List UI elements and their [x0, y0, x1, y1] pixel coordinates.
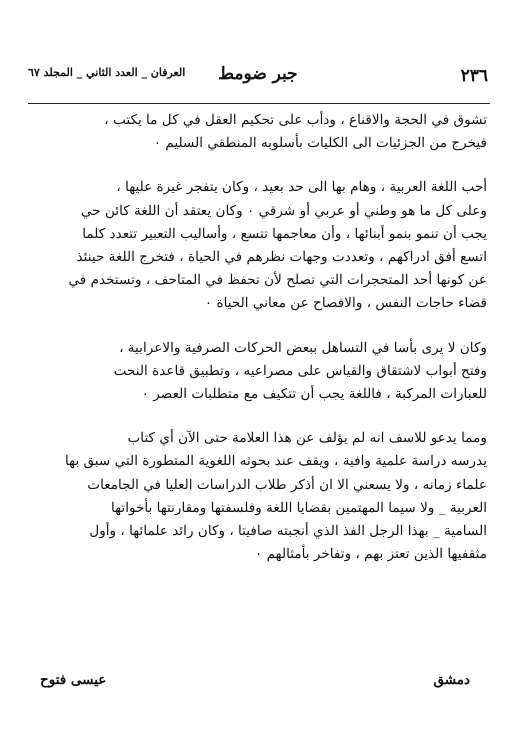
text-line: يدرسه دراسة علمية وافية ، ويقف عند بحوثه اللغوية المتطورة التي سبق بها [64, 453, 487, 470]
header-rule [28, 103, 490, 104]
text-line: وكان لا يرى بأسا في التساهل ببعض الحركات الصرفية والاعرابية ، [119, 339, 487, 356]
text-line: تشوق في الحجة والاقناع ، ودأب على تحكيم العقل في كل ما يكتب ، [104, 112, 487, 128]
text-line: مثقفيها الذين تعتز بهم ، وتفاخر بأمثالهم ٠ [255, 546, 487, 563]
article-author: جبر ضومط [218, 64, 298, 84]
text-line: ومما يدعو للاسف انه لم يؤلف عن هذا العلامة حتى الآن أي كتاب [127, 430, 487, 447]
text-line: فيخرج من الجزئيات الى الكليات بأسلوبه المنطقي السليم ٠ [153, 135, 487, 152]
text-line: العربية _ ولا سيما المهتمين بقضايا اللغة وفلسفتها ومقارنتها بأخواتها [111, 499, 487, 516]
text-line: وعلى كل ما هو وطني أو عربي أو شرقي ٠ وكان يعتقد أن اللغة كائن حي [80, 202, 487, 219]
text-line: السامية _ بهذا الرجل الفذ الذي أنجبته صافيتا ، وكان رائد علمائها ، وأول [89, 523, 487, 540]
paragraph [32, 337, 487, 407]
text-line: للعبارات المركبة ، فاللغة يجب أن تتكيف مع متطلبات العصر ٠ [141, 386, 487, 403]
page-number: ٢٣٦ [460, 66, 488, 86]
paragraph [32, 109, 487, 155]
paragraph [32, 176, 487, 315]
text-line: قضاء حاجات النفس ، والافصاح عن معاني الحياة ٠ [204, 295, 487, 312]
text-line: يجب أن تنمو بنمو أبنائها ، وأن معاجمها تتسع ، وأساليب التعبير تتعدد كلما [82, 225, 487, 242]
text-line: أحب اللغة العربية ، وهام بها الى حد بعيد ، وكان يتفجر غيرة عليها ، [116, 179, 487, 196]
paragraph [32, 427, 487, 566]
author-signature: عيسى فتوح [40, 672, 107, 688]
journal-info: العرفان _ العدد الثاني _ المجلد ٦٧ [28, 66, 186, 79]
text-line: اتسع أفق ادراكهم ، وتعددت وجهات نظرهم في الحياة ، فتخرج اللغة حينئذ [76, 249, 487, 266]
running-header [28, 58, 488, 88]
article-body [32, 109, 487, 587]
place-name: دمشق [433, 672, 470, 688]
text-line: علماء زمانه ، ولا يسعني الا ان أذكر طلاب الدراسات العليا في الجامعات [87, 476, 487, 493]
text-line: عن كونها أحد المتحجرات التي تصلح لأن تحفظ في المتاحف ، وتستخدم في [68, 272, 487, 289]
article-footer [40, 672, 470, 696]
text-line: وفتح أبواب لاشتقاق والقياس على مصراعيه ، وتطبيق قاعدة النحت [113, 362, 487, 379]
